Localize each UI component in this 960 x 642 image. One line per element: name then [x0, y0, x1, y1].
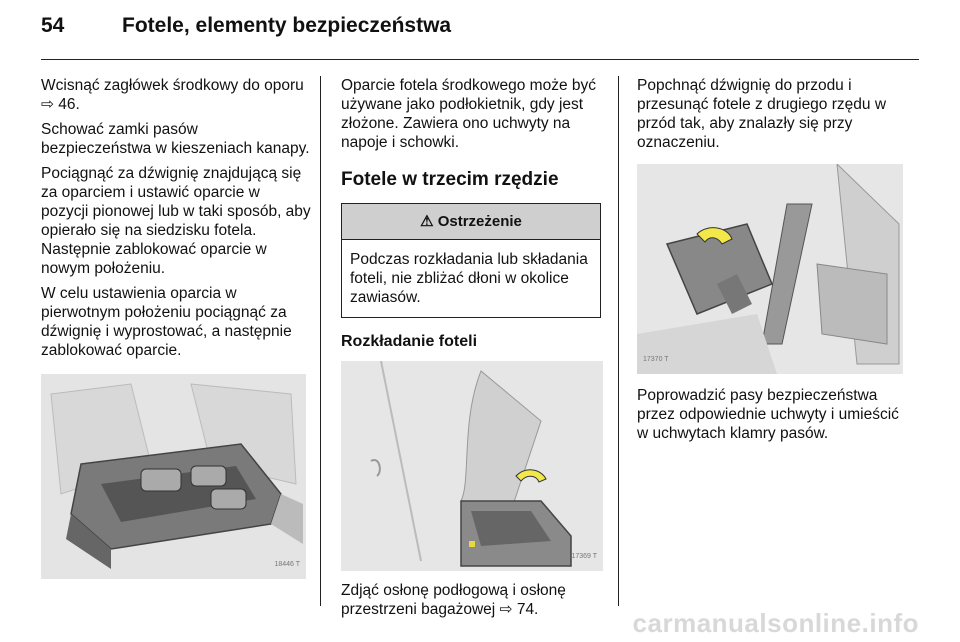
lever-drawing [637, 164, 903, 374]
page-number: 54 [41, 14, 65, 37]
paragraph: Schować zamki pasów bezpieczeństwa w kieszeniach kanapy. [41, 121, 310, 157]
column-3 [637, 76, 907, 449]
illustration-cover [341, 361, 603, 571]
paragraph: Wcisnąć zagłówek środkowy do oporu ⇨ 46. [41, 77, 304, 113]
section-heading: Fotele w trzecim rzędzie [341, 169, 559, 190]
warning-icon: ⚠ [420, 213, 434, 230]
warning-box [341, 203, 601, 318]
image-code: 17370 T [643, 356, 669, 363]
header-rule [41, 59, 919, 60]
page-title: Fotele, elementy bezpieczeństwa [122, 14, 452, 37]
image-code: 17369 T [571, 553, 597, 560]
column-divider-1 [320, 76, 321, 606]
subsection-heading: Rozkładanie foteli [341, 333, 478, 350]
illustration-armrest [41, 374, 306, 579]
paragraph: Popchnąć dźwignię do przodu i przesunąć fotele z drugiego rzędu w przód tak, aby znalazły się przy oznaczeniu. [637, 77, 887, 151]
paragraph: Zdjąć osłonę podłogową i osłonę przestrzeni bagażowej ⇨ 74. [341, 582, 566, 618]
column-1 [41, 76, 311, 579]
cover-drawing [341, 361, 603, 571]
paragraph: Oparcie fotela środkowego może być używane jako podłokietnik, gdy jest złożone. Zawiera ono uchwyty na napoje i schowki. [341, 77, 597, 151]
illustration-lever [637, 164, 903, 374]
column-2 [341, 76, 611, 625]
paragraph: Poprowadzić pasy bezpieczeństwa przez odpowiednie uchwyty i umieścić w uchwytach klamry pasów. [637, 387, 899, 442]
warning-text: Podczas rozkładania lub składania foteli, nie zbliżać dłoni w okolice zawiasów. [350, 251, 588, 306]
warning-title-bar [342, 204, 600, 240]
image-code: 18446 T [274, 561, 300, 568]
paragraph: Pociągnąć za dźwignię znajdującą się za oparciem i ustawić oparcie w pozycji pionowej lub w taki sposób, aby opierało się na siedzisku fotela. Następnie zablokować oparcie w nowym położeniu. [41, 165, 311, 277]
watermark: carmanualsonline.info [632, 608, 919, 638]
paragraph: W celu ustawienia oparcia w pierwotnym położeniu pociągnąć za dźwignię i wyprostować, a następnie zablokować oparcie. [41, 285, 292, 359]
warning-title: Ostrzeżenie [437, 213, 522, 230]
armrest-drawing [41, 374, 306, 579]
column-divider-2 [618, 76, 619, 606]
